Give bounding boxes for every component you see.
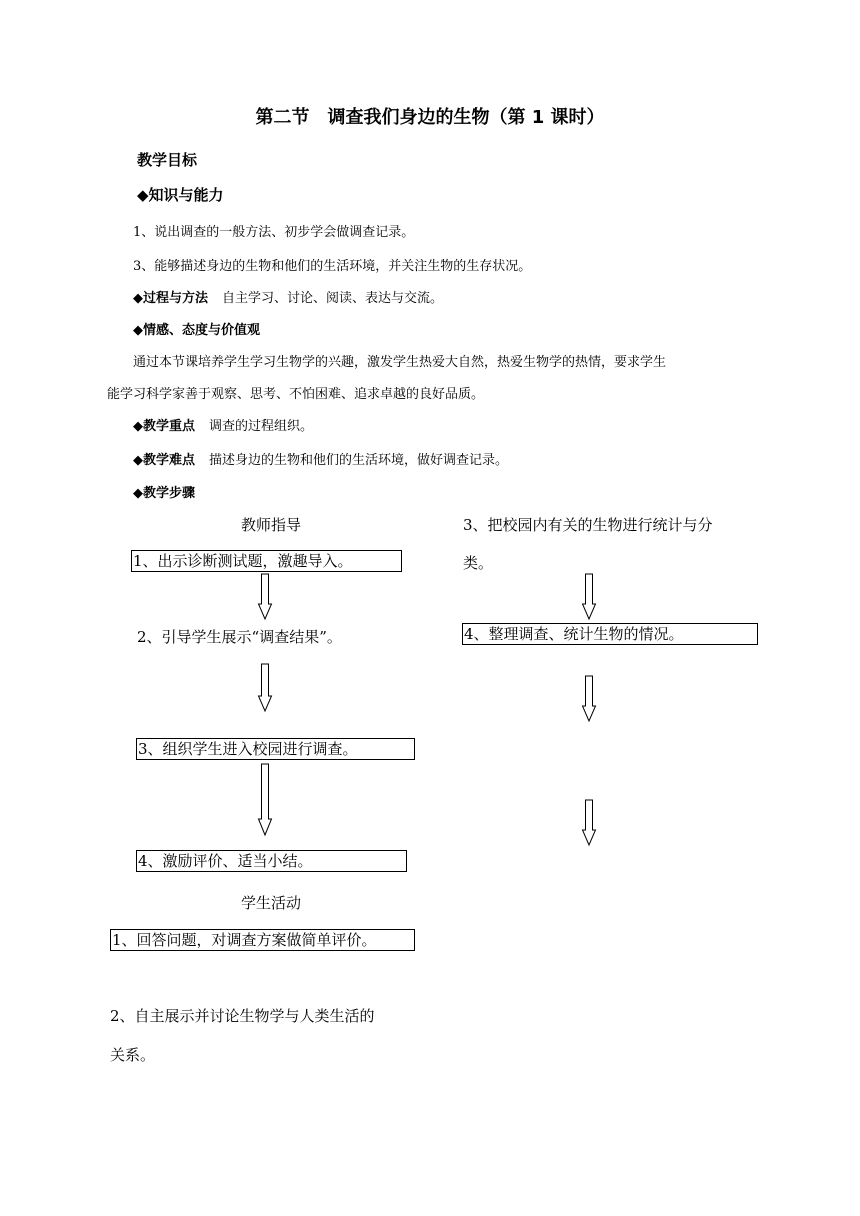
student-step-3-line1: 3、把校园内有关的生物进行统计与分 xyxy=(463,516,713,534)
teacher-step-2: 2、引导学生展示“调查结果”。 xyxy=(137,628,342,646)
student-step-2-line2: 关系。 xyxy=(110,1046,156,1064)
difficulty-row xyxy=(133,449,508,468)
key-point-text: 调查的过程组织。 xyxy=(209,419,314,434)
knowledge-item-1: 1、说出调查的一般方法、初步学会做调查记录。 xyxy=(133,225,415,240)
process-row xyxy=(133,287,443,306)
teacher-step-1: 1、出示诊断测试题，激趣导入。 xyxy=(131,550,402,572)
student-step-4: 4、整理调查、统计生物的情况。 xyxy=(462,623,758,645)
student-step-1: 1、回答问题，对调查方案做简单评价。 xyxy=(110,929,415,951)
student-step-2-line1: 2、自主展示并讨论生物学与人类生活的 xyxy=(110,1007,375,1025)
teacher-heading: 教师指导 xyxy=(241,516,302,534)
student-heading: 学生活动 xyxy=(241,894,302,912)
teacher-step-3: 3、组织学生进入校园进行调查。 xyxy=(136,738,415,760)
emotion-heading: ◆情感、态度与价值观 xyxy=(133,323,260,338)
knowledge-item-3: 3、能够描述身边的生物和他们的生活环境，并关注生物的生存状况。 xyxy=(133,259,532,274)
teacher-step-4: 4、激励评价、适当小结。 xyxy=(136,850,407,872)
down-arrow-icon xyxy=(258,764,272,836)
down-arrow-icon xyxy=(582,676,596,722)
student-step-3-line2: 类。 xyxy=(463,554,494,572)
difficulty-text: 描述身边的生物和他们的生活环境，做好调查记录。 xyxy=(209,453,509,468)
down-arrow-icon xyxy=(582,800,596,846)
emotion-text-line1: 通过本节课培养学生学习生物学的兴趣，激发学生热爱大自然，热爱生物学的热情，要求学生 xyxy=(133,355,667,370)
process-label: ◆过程与方法 xyxy=(133,291,208,306)
difficulty-label: ◆教学难点 xyxy=(133,453,195,468)
down-arrow-icon xyxy=(258,664,272,712)
emotion-text-line2: 能学习科学家善于观察、思考、不怕困难、追求卓越的良好品质。 xyxy=(107,387,485,402)
steps-heading: ◆教学步骤 xyxy=(133,486,195,501)
key-point-label: ◆教学重点 xyxy=(133,419,195,434)
process-text: 自主学习、讨论、阅读、表达与交流。 xyxy=(222,291,444,306)
down-arrow-icon xyxy=(258,574,272,620)
knowledge-heading: ◆知识与能力 xyxy=(137,186,224,204)
key-point-row xyxy=(133,415,313,434)
page-title: 第二节 调查我们身边的生物（第 1 课时） xyxy=(255,107,605,128)
objectives-heading: 教学目标 xyxy=(137,151,198,169)
down-arrow-icon xyxy=(582,574,596,620)
